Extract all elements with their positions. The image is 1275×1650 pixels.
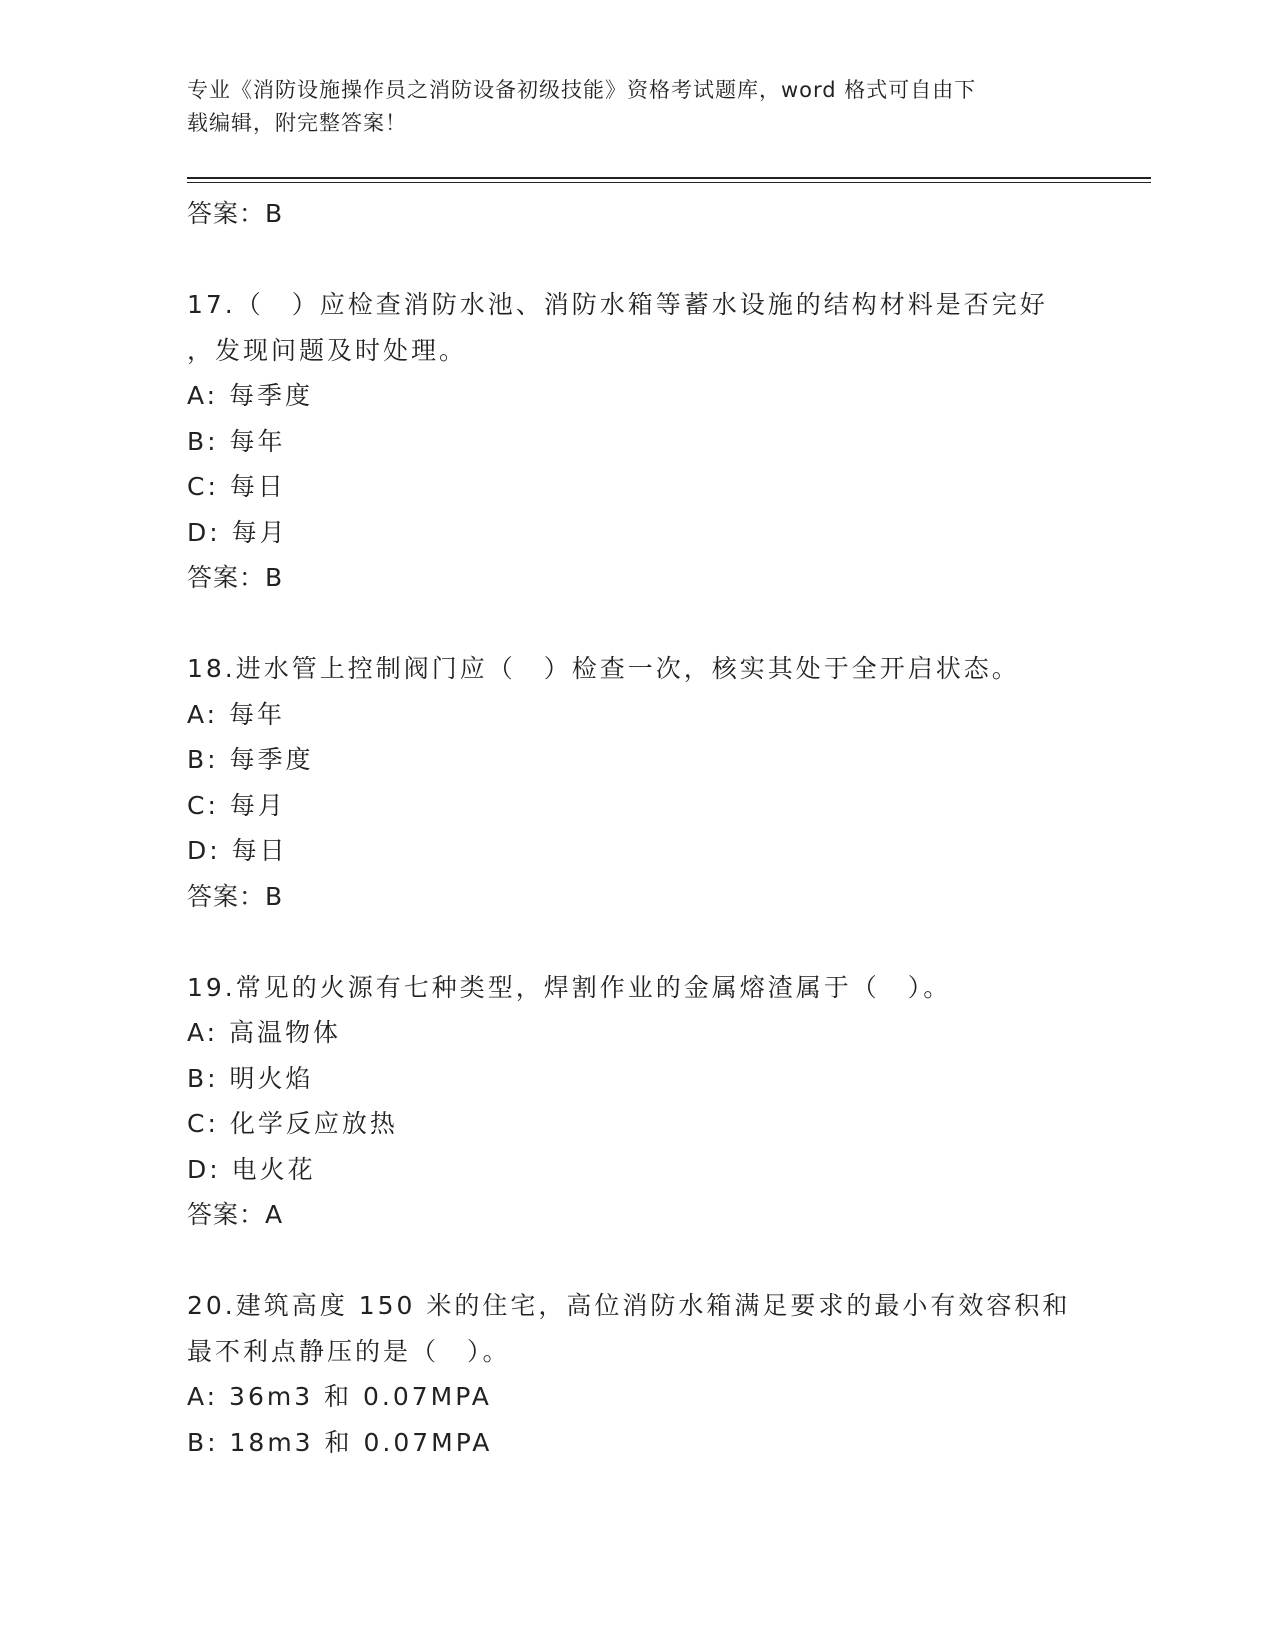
question-stem-line: ，发现问题及时处理。 [187,335,468,365]
option-b: B: 每年 [187,426,286,456]
question-18 [187,646,1087,919]
option-d: D: 每日 [187,836,288,865]
question-19 [187,965,1087,1238]
option-c: C: 化学反应放热 [187,1109,398,1138]
question-stem-line: 17.（ ）应检查消防水池、消防水箱等蓄水设施的结构材料是否完好 [187,290,1048,319]
option-d: D: 每月 [187,517,288,547]
question-20 [187,1283,1087,1465]
answer-previous: 答案：B [187,199,284,228]
document-body [187,191,1087,1465]
question-17 [187,282,1087,601]
question-stem-line: 18.进水管上控制阀门应（ ）检查一次，核实其处于全开启状态。 [187,654,1020,683]
header-rule-thick [187,177,1151,179]
option-a: A: 高温物体 [187,1018,342,1047]
option-d: D: 电火花 [187,1154,316,1184]
answer: 答案：B [187,881,284,911]
header-line-2: 载编辑，附完整答案！ [187,111,407,135]
header-rule-thin [187,182,1151,183]
document-header [187,74,1067,140]
answer: 答案：B [187,563,284,592]
option-b: B: 明火焰 [187,1063,314,1093]
question-stem-line: 19.常见的火源有七种类型，焊割作业的金属熔渣属于（ ）。 [187,972,952,1002]
spacer [187,237,1087,283]
header-line-1: 专业《消防设施操作员之消防设备初级技能》资格考试题库，word 格式可自由下 [187,78,977,102]
option-a: A: 36m3 和 0.07MPA [187,1382,492,1411]
spacer [187,601,1087,647]
question-stem-line: 20.建筑高度 150 米的住宅，高位消防水箱满足要求的最小有效容积和 [187,1291,1071,1320]
option-c: C: 每日 [187,472,286,501]
spacer [187,919,1087,965]
option-c: C: 每月 [187,790,286,820]
option-b: B: 每季度 [187,745,314,774]
answer: 答案：A [187,1200,284,1229]
spacer [187,1238,1087,1284]
question-stem-line: 最不利点静压的是（ ）。 [187,1336,511,1366]
option-a: A: 每年 [187,699,286,729]
option-b: B: 18m3 和 0.07MPA [187,1427,493,1457]
option-a: A: 每季度 [187,381,314,410]
